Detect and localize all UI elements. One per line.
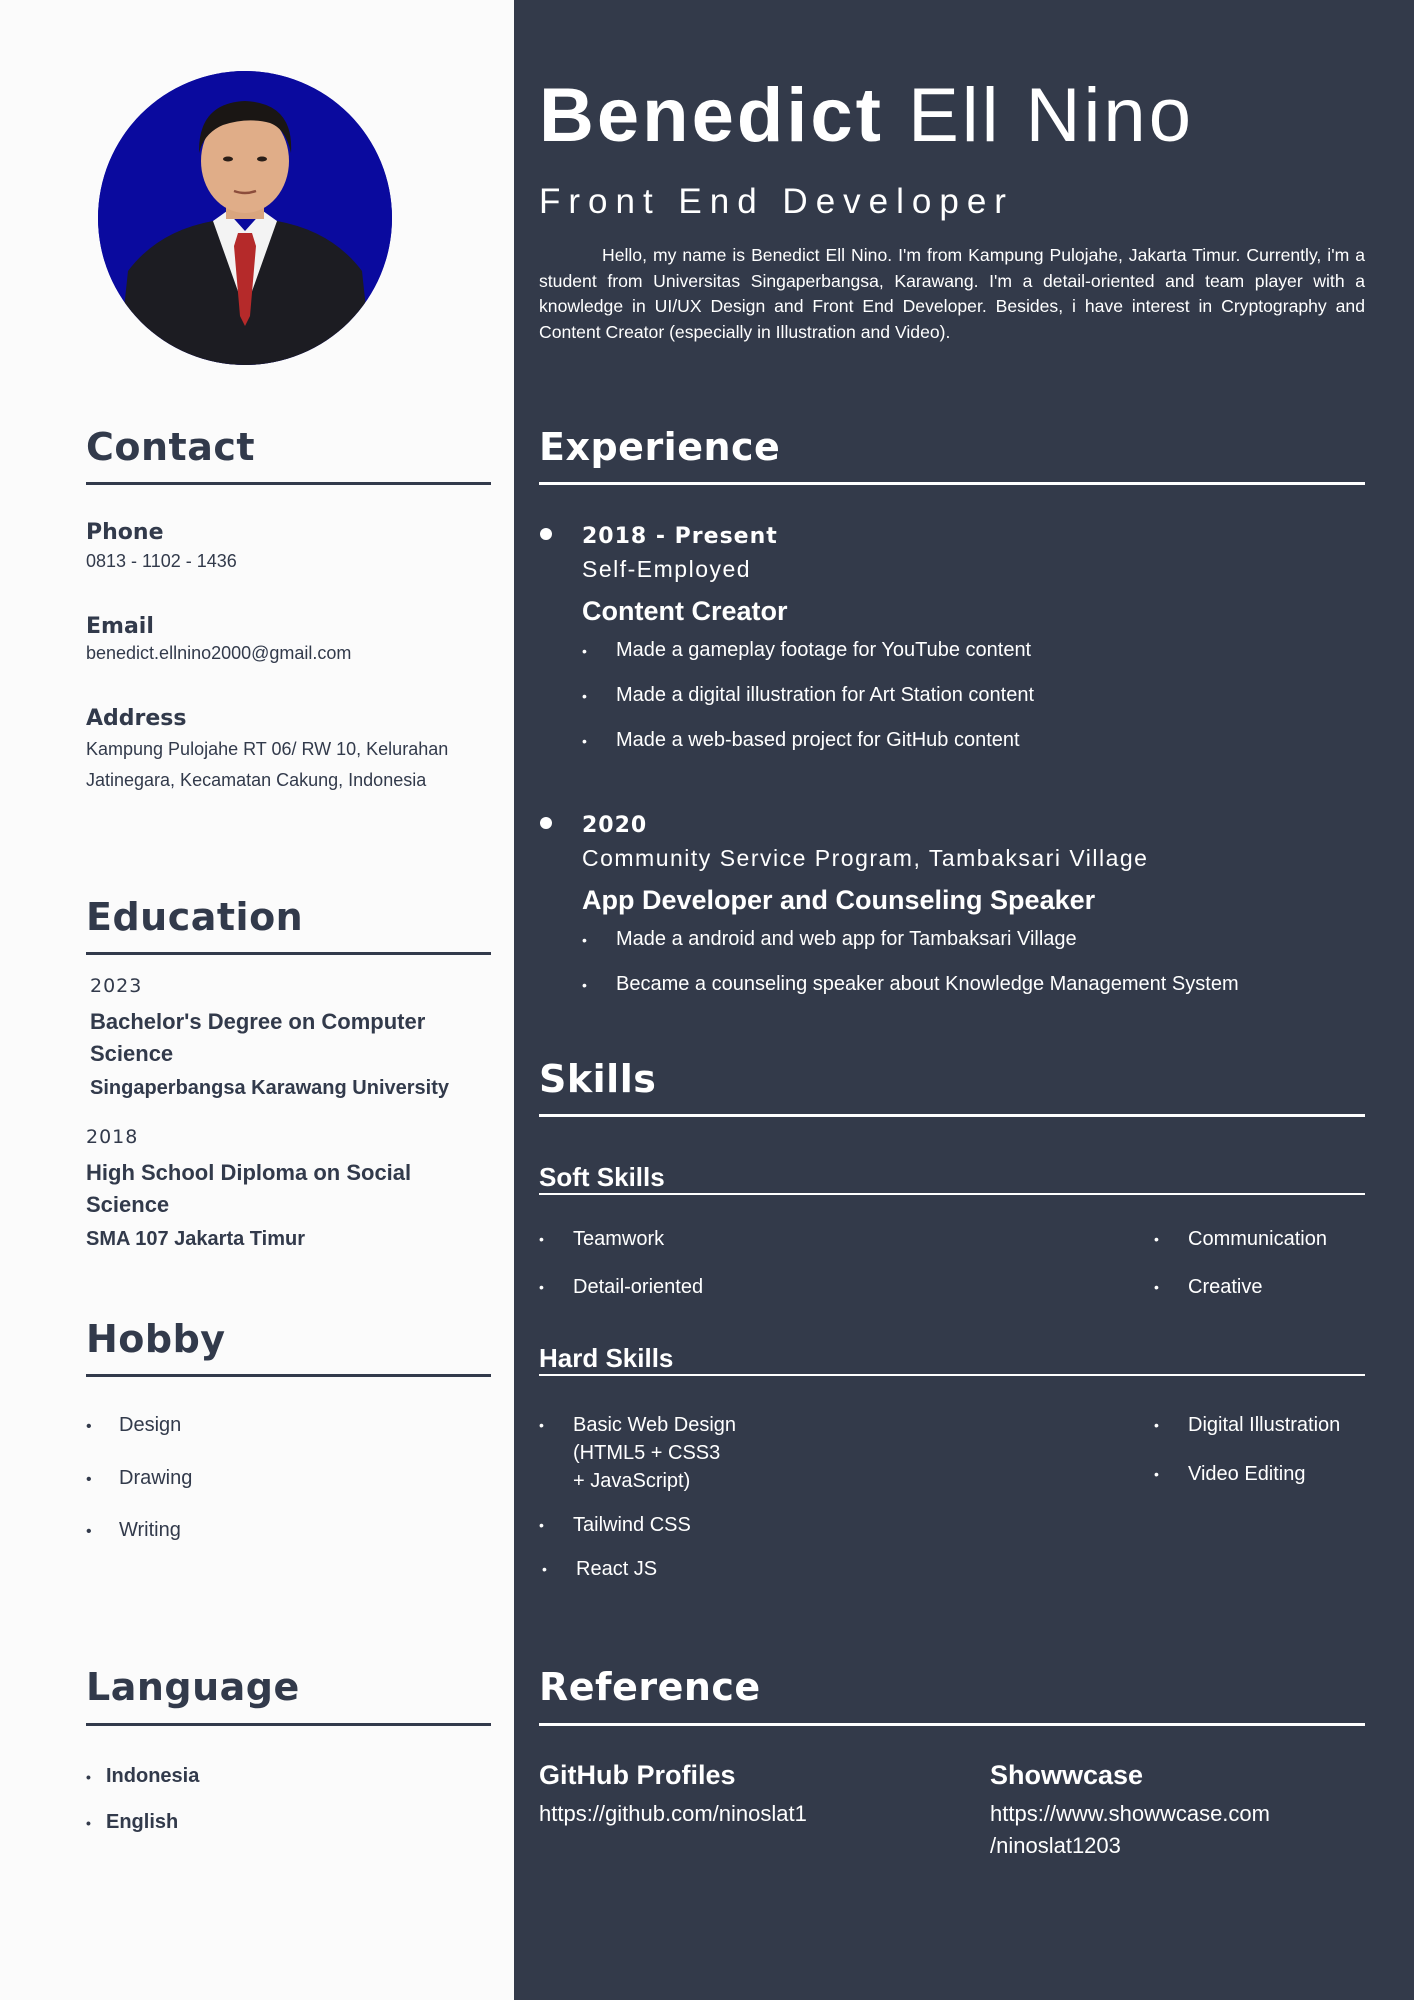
address-line-2: Jatinegara, Kecamatan Cakung, Indonesia xyxy=(86,770,427,790)
reference-divider xyxy=(539,1723,1365,1726)
experience-title: Experience xyxy=(539,425,781,469)
experience-org: Self-Employed xyxy=(582,556,752,582)
github-label: GitHub Profiles xyxy=(539,1760,736,1790)
soft-skills-title: Soft Skills xyxy=(539,1162,665,1192)
email-label: Email xyxy=(86,614,154,639)
skill-item: • Teamwork xyxy=(539,1228,665,1250)
skill-item: • Digital Illustration xyxy=(1154,1414,1341,1436)
sidebar xyxy=(0,0,514,2000)
full-name: Benedict Ell Nino xyxy=(539,73,1194,158)
github-link[interactable]: https://github.com/ninoslat1 xyxy=(539,1801,807,1826)
skill-item: • Detail-oriented xyxy=(539,1276,704,1298)
language-divider xyxy=(86,1723,491,1726)
email-value[interactable]: benedict.ellnino2000@gmail.com xyxy=(86,643,352,663)
education-school: SMA 107 Jakarta Timur xyxy=(86,1228,305,1250)
experience-role: App Developer and Counseling Speaker xyxy=(582,885,1096,915)
experience-divider xyxy=(539,482,1365,485)
education-year: 2023 xyxy=(90,975,143,997)
skill-item: • Communication xyxy=(1154,1228,1327,1250)
address-label: Address xyxy=(86,706,187,731)
experience-item: • Made a web-based project for GitHub content xyxy=(582,729,1020,751)
education-degree: High School Diploma on Social Science xyxy=(86,1160,412,1217)
showwcase-label: Showwcase xyxy=(990,1760,1144,1790)
main-panel xyxy=(514,0,1414,2000)
language-item: • Indonesia xyxy=(86,1765,200,1787)
reference-title: Reference xyxy=(539,1665,761,1709)
experience-item: • Made a digital illustration for Art Station content xyxy=(582,684,1035,706)
language-title: Language xyxy=(86,1665,300,1709)
experience-item: • Became a counseling speaker about Knowledge Management System xyxy=(582,973,1239,995)
contact-title: Contact xyxy=(86,425,256,469)
timeline-bullet xyxy=(540,817,552,829)
hobby-item: • Writing xyxy=(86,1519,181,1541)
skills-divider xyxy=(539,1114,1365,1117)
experience-date: 2020 xyxy=(582,813,648,838)
hobby-item: • Drawing xyxy=(86,1467,193,1489)
hard-skills-divider xyxy=(539,1374,1365,1376)
skill-item: • React JS xyxy=(542,1558,658,1580)
education-title: Education xyxy=(86,895,304,939)
education-year: 2018 xyxy=(86,1126,139,1148)
phone-label: Phone xyxy=(86,520,164,545)
skill-item: • Tailwind CSS xyxy=(539,1514,691,1536)
showwcase-link[interactable]: https://www.showwcase.com /ninoslat1203 xyxy=(990,1801,1270,1858)
education-degree: Bachelor's Degree on Computer Science xyxy=(90,1009,426,1066)
profile-photo xyxy=(98,71,392,365)
timeline-bullet xyxy=(540,528,552,540)
hard-skills-title: Hard Skills xyxy=(539,1343,674,1373)
education-school: Singaperbangsa Karawang University xyxy=(90,1077,450,1099)
skill-item: • Video Editing xyxy=(1154,1463,1306,1485)
person-portrait-icon xyxy=(98,71,392,365)
soft-skills-divider xyxy=(539,1193,1365,1195)
address-line-1: Kampung Pulojahe RT 06/ RW 10, Kelurahan xyxy=(86,739,449,759)
hobby-item: • Design xyxy=(86,1414,182,1436)
experience-date: 2018 - Present xyxy=(582,524,778,549)
skill-item: • Basic Web Design (HTML5 + CSS3 + JavaScript) xyxy=(539,1414,737,1492)
skill-item: • Creative xyxy=(1154,1276,1263,1298)
education-divider xyxy=(86,952,491,955)
experience-item: • Made a gameplay footage for YouTube content xyxy=(582,639,1032,661)
skills-title: Skills xyxy=(539,1057,657,1101)
experience-role: Content Creator xyxy=(582,596,788,626)
job-title: Front End Developer xyxy=(539,182,1014,221)
experience-org: Community Service Program, Tambaksari Village xyxy=(582,845,1149,871)
hobby-divider xyxy=(86,1374,491,1377)
hobby-title: Hobby xyxy=(86,1317,226,1361)
language-item: • English xyxy=(86,1811,179,1833)
contact-divider xyxy=(86,482,491,485)
bio-paragraph: Hello, my name is Benedict Ell Nino. I'm from Kampung Pulojahe, Jakarta Timur. Currently, i'm a student from Universitas Singaperbangsa, Karawang. I'm a detail-oriented and team player with a knowledge in UI/UX Design and Front End Developer. Besides, i have interest in Cryptography and Content Creator (especially in Illustration and Video). xyxy=(539,245,1365,342)
experience-item: • Made a android and web app for Tambaksari Village xyxy=(582,928,1077,950)
phone-value: 0813 - 1102 - 1436 xyxy=(86,551,237,571)
